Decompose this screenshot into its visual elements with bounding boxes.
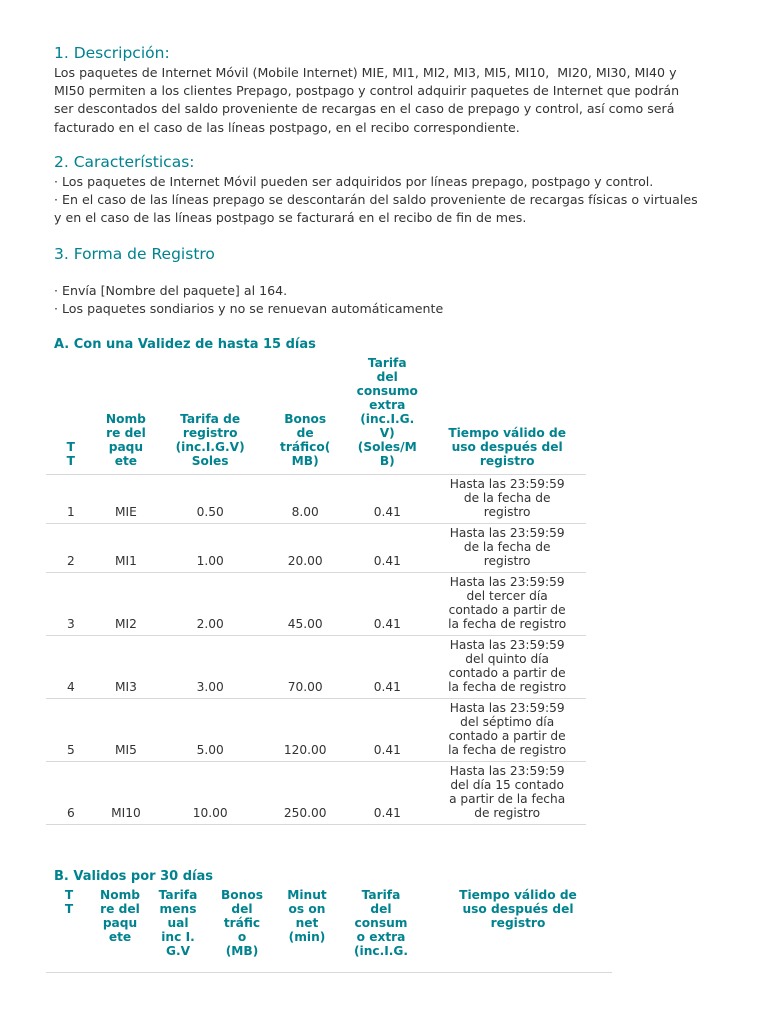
table-a-header-row bbox=[46, 356, 586, 475]
table-cell: 120.00 bbox=[264, 699, 346, 762]
table-cell: 0.41 bbox=[346, 762, 428, 825]
table-cell: 0.41 bbox=[346, 573, 428, 636]
table-cell: 0.41 bbox=[346, 636, 428, 699]
table-a bbox=[46, 356, 586, 825]
table-cell: 0.41 bbox=[346, 699, 428, 762]
table-a-header-cell: Tiempo válido de uso después del registro bbox=[448, 426, 566, 468]
table-b-header-cell: Bonos del tráfic o (MB) bbox=[221, 888, 263, 958]
table-a-header-cell: Nomb re del paqu ete bbox=[105, 412, 146, 468]
table-cell: 3.00 bbox=[156, 636, 264, 699]
table-b-header-cell: T T bbox=[64, 888, 74, 916]
section-title-descripcion: 1. Descripción: bbox=[54, 44, 170, 62]
table-b-bottom-rule bbox=[46, 964, 612, 973]
table-cell: MIE bbox=[96, 475, 156, 524]
table-cell: MI10 bbox=[96, 762, 156, 825]
table-cell: 6 bbox=[46, 762, 96, 825]
section-text-caracteristicas: · Los paquetes de Internet Móvil pueden ser adquiridos por líneas prepago, postpago y control. · En el caso de las líneas prepago se descontarán del saldo proveniente de recargas físicas o virtuales y en el caso de las líneas postpago se facturará en el recibo de fin de mes. bbox=[54, 174, 698, 226]
table-cell: 2.00 bbox=[156, 573, 264, 636]
table-a-header-cell: T T bbox=[66, 440, 75, 468]
table-cell: 0.41 bbox=[346, 524, 428, 573]
table-a-header-cell: Bonos de tráfico( MB) bbox=[280, 412, 331, 468]
table-a-header-cell: Tarifa de registro (inc.I.G.V) Soles bbox=[175, 412, 245, 468]
table-row bbox=[46, 636, 586, 699]
table-cell: 250.00 bbox=[264, 762, 346, 825]
table-row bbox=[46, 699, 586, 762]
table-cell: 1.00 bbox=[156, 524, 264, 573]
table-b-title: B. Validos por 30 días bbox=[54, 869, 213, 884]
table-cell: 45.00 bbox=[264, 573, 346, 636]
table-row bbox=[46, 475, 586, 524]
table-b-header-cell: Tiempo válido de uso después del registro bbox=[459, 888, 577, 930]
table-row bbox=[46, 573, 586, 636]
table-cell: MI5 bbox=[96, 699, 156, 762]
table-a-header-cell: Tarifa del consumo extra (inc.I.G. V) (Soles/M B) bbox=[356, 356, 418, 468]
table-b-header-cell: Minut os on net (min) bbox=[287, 888, 327, 944]
table-cell: 20.00 bbox=[264, 524, 346, 573]
table-b-header-row bbox=[46, 888, 612, 964]
table-cell: 4 bbox=[46, 636, 96, 699]
table-cell: 0.41 bbox=[346, 475, 428, 524]
table-cell: Hasta las 23:59:59 del día 15 contado a partir de la fecha de registro bbox=[428, 762, 586, 825]
table-b-header-cell: Tarifa mens ual inc I. G.V bbox=[158, 888, 198, 958]
table-b-header-cell: Nomb re del paqu ete bbox=[100, 888, 140, 944]
table-cell: MI3 bbox=[96, 636, 156, 699]
table-cell: 3 bbox=[46, 573, 96, 636]
table-cell: Hasta las 23:59:59 de la fecha de registro bbox=[428, 524, 586, 573]
table-cell: MI2 bbox=[96, 573, 156, 636]
table-cell: Hasta las 23:59:59 del quinto día contado a partir de la fecha de registro bbox=[428, 636, 586, 699]
table-cell: 0.50 bbox=[156, 475, 264, 524]
table-cell: 70.00 bbox=[264, 636, 346, 699]
table-cell: MI1 bbox=[96, 524, 156, 573]
section-text-descripcion: Los paquetes de Internet Móvil (Mobile Internet) MIE, MI1, MI2, MI3, MI5, MI10, MI20, MI30, MI40 y MI50 permiten a los clientes Prepago, postpago y control adquirir paquetes de Internet que podrán ser descontados del saldo proveniente de recargas en el caso de prepago y control, así como será facturado en el caso de las líneas postpago, en el recibo correspondiente. bbox=[54, 65, 680, 135]
table-cell: Hasta las 23:59:59 del séptimo día contado a partir de la fecha de registro bbox=[428, 699, 586, 762]
table-row bbox=[46, 762, 586, 825]
table-cell: 5.00 bbox=[156, 699, 264, 762]
section-text-registro: · Envía [Nombre del paquete] al 164. · Los paquetes sondiarios y no se renuevan automáticamente bbox=[54, 283, 444, 317]
table-b bbox=[46, 888, 612, 973]
section-title-registro: 3. Forma de Registro bbox=[54, 245, 215, 263]
table-cell: 8.00 bbox=[264, 475, 346, 524]
table-row bbox=[46, 524, 586, 573]
table-a-title: A. Con una Validez de hasta 15 días bbox=[54, 337, 316, 352]
table-cell: 1 bbox=[46, 475, 96, 524]
table-b-header-cell: Tarifa del consum o extra (inc.I.G. bbox=[353, 888, 409, 958]
table-cell: 2 bbox=[46, 524, 96, 573]
table-cell: Hasta las 23:59:59 de la fecha de registro bbox=[428, 475, 586, 524]
section-title-caracteristicas: 2. Características: bbox=[54, 153, 195, 171]
table-cell: 10.00 bbox=[156, 762, 264, 825]
table-cell: 5 bbox=[46, 699, 96, 762]
table-cell: Hasta las 23:59:59 del tercer día contado a partir de la fecha de registro bbox=[428, 573, 586, 636]
